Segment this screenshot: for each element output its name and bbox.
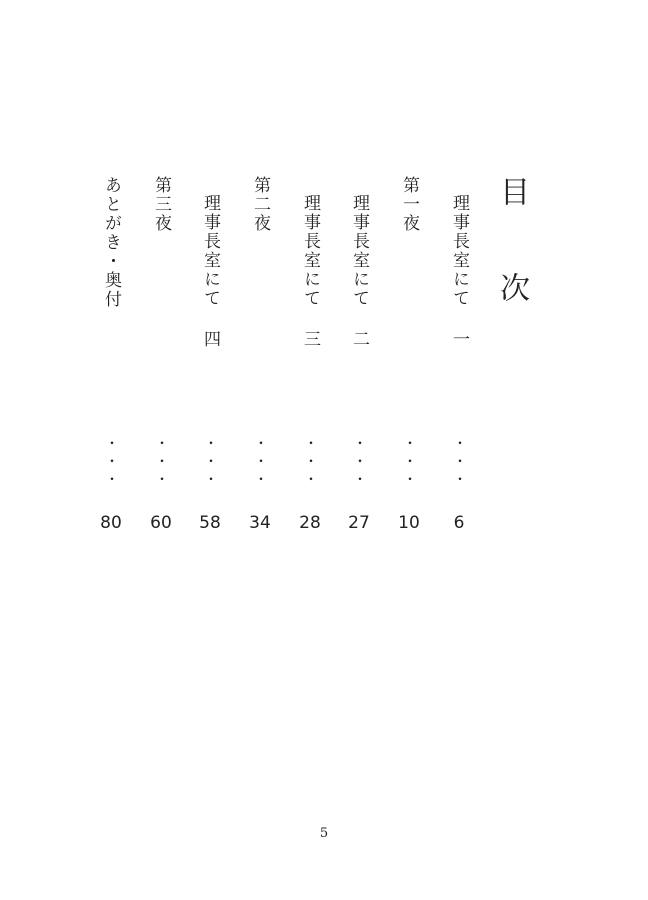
toc-entry-leader: ・・・ (401, 436, 417, 490)
toc-entry (447, 0, 471, 540)
toc-entry-label: 理事長室にて (449, 194, 469, 308)
toc-entry-page: 6 (453, 513, 465, 533)
toc-entry (149, 0, 173, 540)
toc-entry (397, 0, 421, 540)
toc-title: 目 次 (494, 176, 529, 320)
toc-entry-label: 第二夜 (250, 176, 270, 233)
toc-entry-leader: ・・・ (302, 436, 318, 490)
toc-entry-label: あとがき・奥付 (101, 176, 121, 309)
toc-entry-leader: ・・・ (451, 436, 467, 490)
toc-entry (99, 0, 123, 540)
toc-entry-page: 80 (100, 513, 122, 533)
toc-entry-label: 第三夜 (151, 176, 171, 233)
toc-entry-label: 第一夜 (399, 176, 419, 233)
toc-entry-page: 10 (398, 513, 420, 533)
toc-entry-number: 二 (349, 330, 369, 347)
toc-entry-page: 58 (199, 513, 221, 533)
toc-entry (248, 0, 272, 540)
toc-entry-label: 理事長室にて (300, 194, 320, 308)
toc-entry-leader: ・・・ (202, 436, 218, 490)
toc-entry-label: 理事長室にて (349, 194, 369, 308)
toc-entry-page: 27 (348, 513, 370, 533)
toc-entry-leader: ・・・ (252, 436, 268, 490)
toc-entry (198, 0, 222, 540)
toc-entry-page: 28 (299, 513, 321, 533)
toc-entry-leader: ・・・ (153, 436, 169, 490)
toc-entry-number: 三 (300, 330, 320, 347)
toc-entry-label: 理事長室にて (200, 194, 220, 308)
toc-entry-page: 34 (249, 513, 271, 533)
toc-entry-leader: ・・・ (351, 436, 367, 490)
toc-entry-number: 四 (200, 330, 220, 347)
toc-entry (298, 0, 322, 540)
toc-entry-leader: ・・・ (103, 436, 119, 490)
toc-entry-page: 60 (150, 513, 172, 533)
toc-entry (347, 0, 371, 540)
toc-entry-number: 一 (449, 330, 469, 347)
page-number: 5 (319, 826, 329, 841)
